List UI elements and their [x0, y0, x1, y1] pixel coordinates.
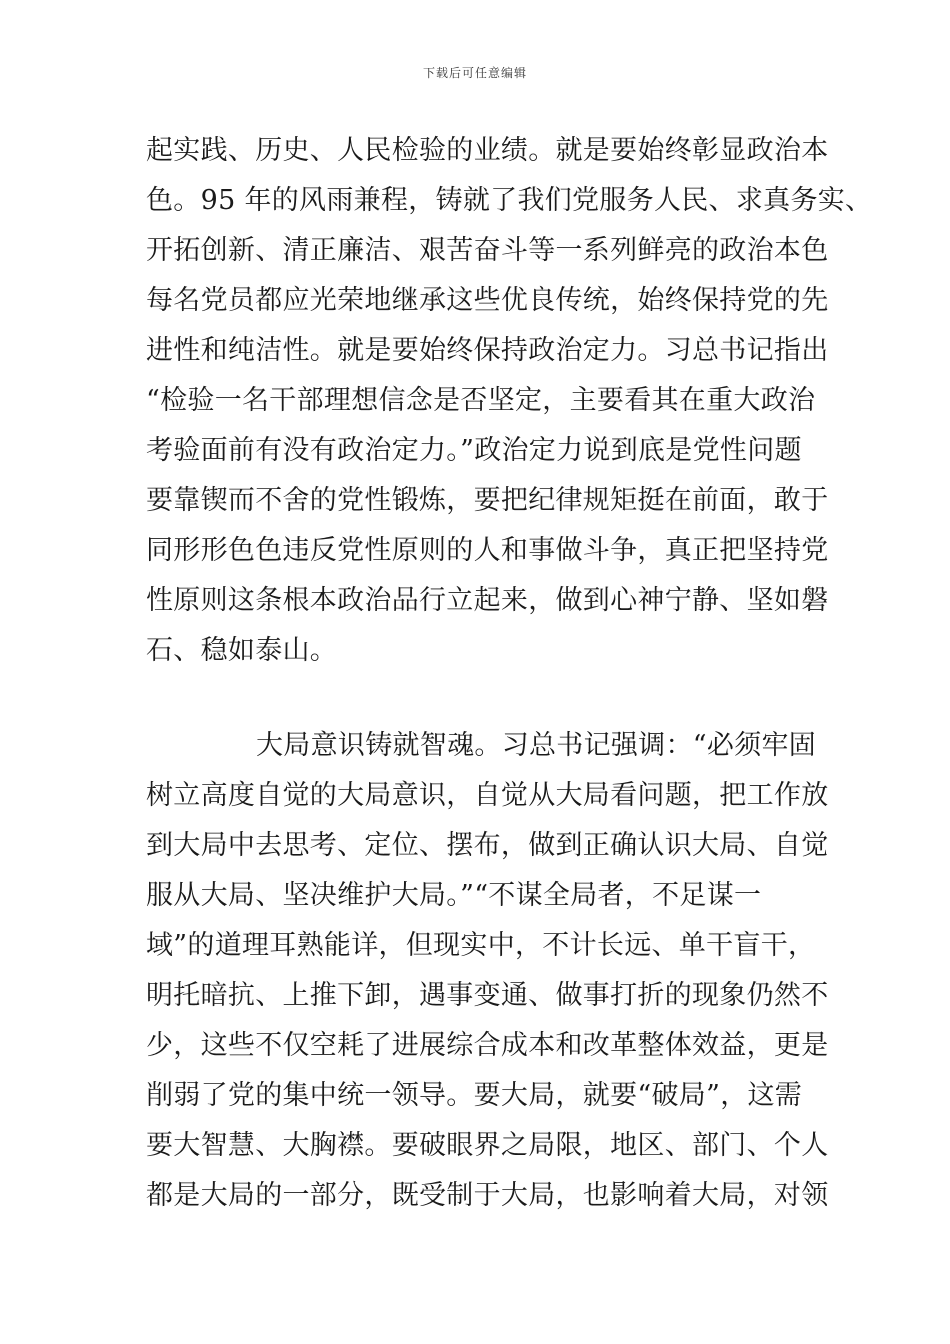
text-line: 要靠锲而不舍的党性锻炼，要把纪律规矩挺在前面，敢于 [146, 485, 829, 516]
text-line: 考验面前有没有政治定力。”政治定力说到底是党性问题 [146, 435, 802, 466]
document-body [146, 126, 873, 1221]
text-line: “检验一名干部理想信念是否坚定，主要看其在重大政治 [146, 385, 816, 416]
paragraph-overall-awareness [146, 721, 836, 1221]
text-line: 每名党员都应光荣地继承这些优良传统，始终保持党的先 [146, 285, 829, 316]
paragraph-political-color [146, 126, 873, 676]
text-line: 少，这些不仅空耗了进展综合成本和改革整体效益，更是 [146, 1030, 829, 1061]
text-line: 进性和纯洁性。就是要始终保持政治定力。习总书记指出 [146, 335, 829, 366]
text-line: 性原则这条根本政治品行立起来，做到心神宁静、坚如磐 [146, 585, 829, 616]
page-header: 下载后可任意编辑 [422, 66, 527, 80]
text-line: 要大智慧、大胸襟。要破眼界之局限，地区、部门、个人 [146, 1130, 829, 1161]
text-line: 开拓创新、清正廉洁、艰苦奋斗等一系列鲜亮的政治本色 [146, 235, 829, 266]
text-line: 域”的道理耳熟能详，但现实中，不计长远、单干盲干， [146, 930, 816, 961]
text-line: 石、稳如泰山。 [146, 635, 338, 666]
text-line: 色。95 年的风雨兼程，铸就了我们党服务人民、求真务实、 [146, 185, 873, 216]
text-line-first: 大局意识铸就智魂。习总书记强调：“必须牢固 [256, 730, 817, 761]
text-line: 服从大局、坚决维护大局。”“不谋全局者，不足谋一 [146, 880, 762, 911]
text-line: 起实践、历史、人民检验的业绩。就是要始终彰显政治本 [146, 135, 829, 166]
text-line: 同形形色色违反党性原则的人和事做斗争，真正把坚持党 [146, 535, 829, 566]
paragraph-spacer [146, 676, 836, 721]
text-line: 树立高度自觉的大局意识，自觉从大局看问题，把工作放 [146, 780, 829, 811]
text-line: 削弱了党的集中统一领导。要大局，就要“破局”，这需 [146, 1080, 803, 1111]
text-line: 到大局中去思考、定位、摆布，做到正确认识大局、自觉 [146, 830, 829, 861]
text-line: 都是大局的一部分，既受制于大局，也影响着大局，对领 [146, 1180, 829, 1211]
text-line: 明托暗抗、上推下卸，遇事变通、做事打折的现象仍然不 [146, 980, 829, 1011]
